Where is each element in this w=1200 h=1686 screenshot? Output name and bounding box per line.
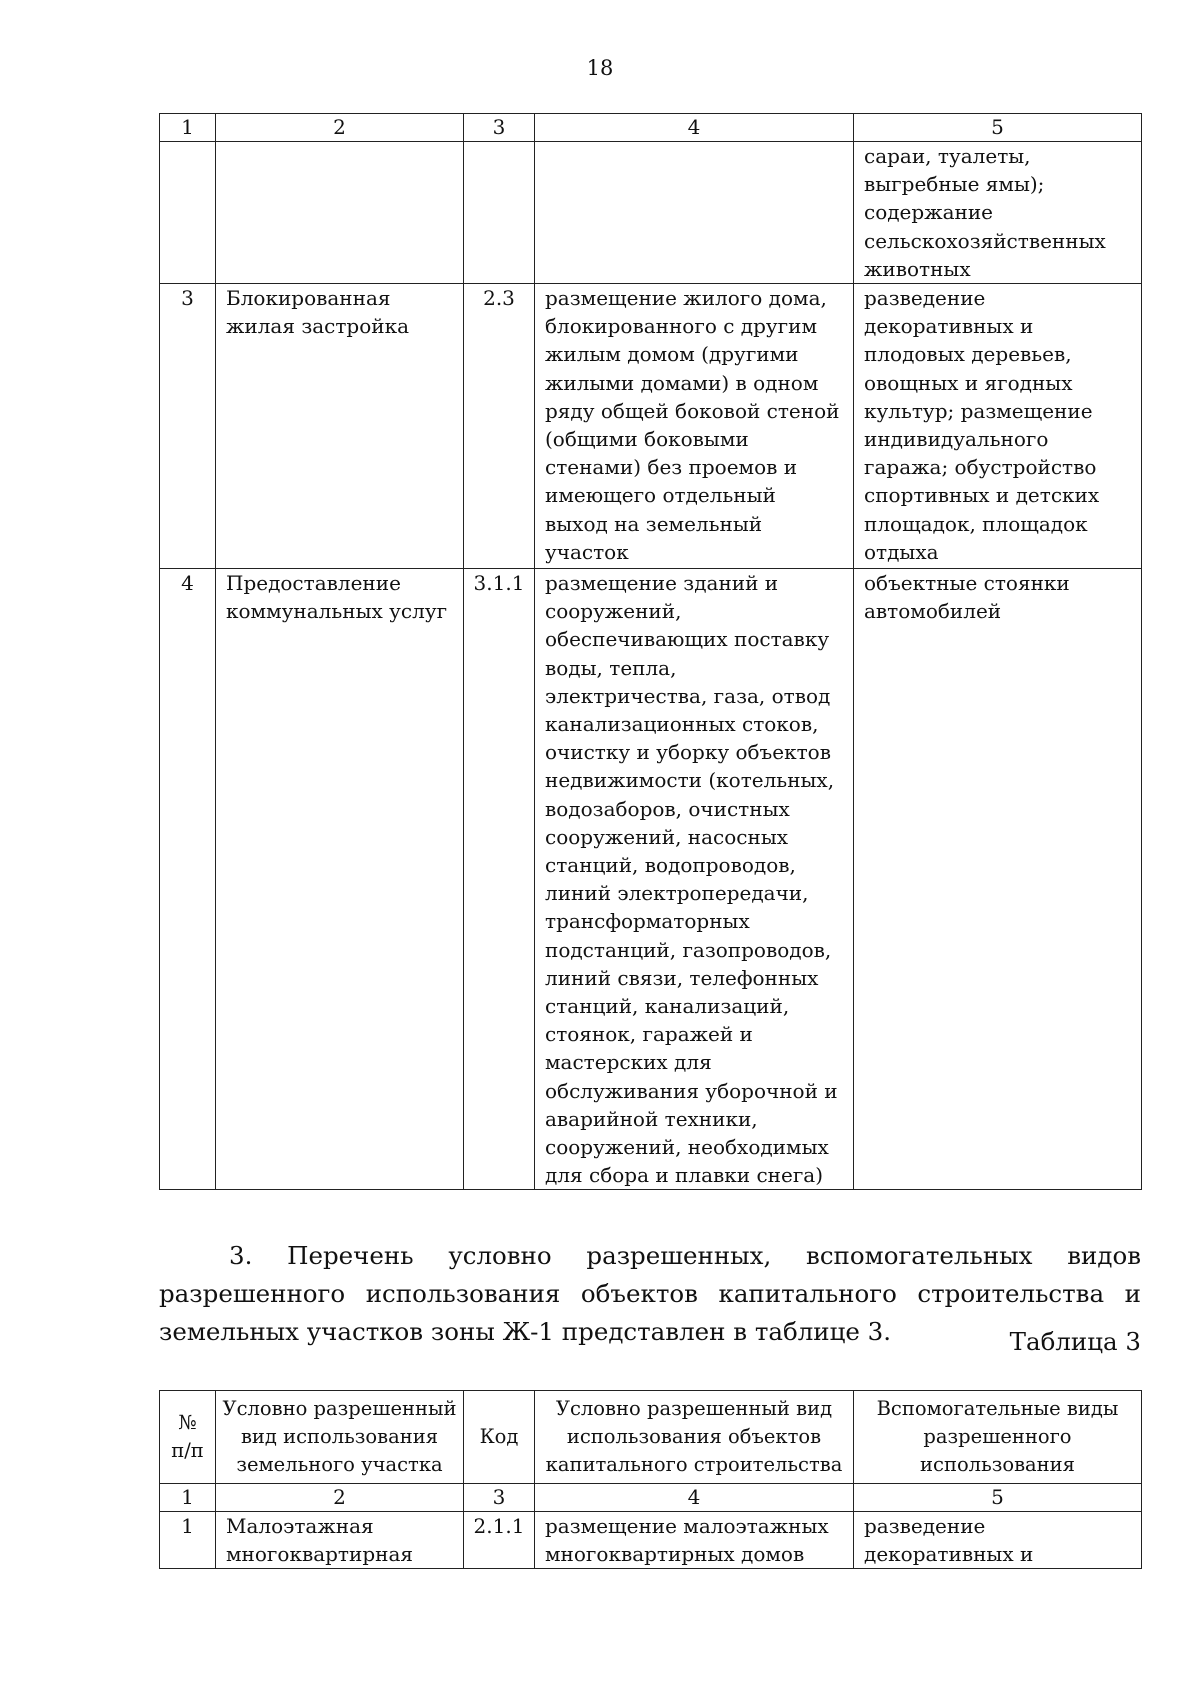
description-cell: размещение малоэтажных многоквартирных домов [535, 1512, 854, 1569]
column-number: 5 [854, 1484, 1142, 1512]
use-name-cell [216, 142, 464, 284]
land-use-table-continued [159, 113, 1142, 1190]
column-number: 1 [160, 1484, 216, 1512]
row-number-cell: 1 [160, 1512, 216, 1569]
section-paragraph: 3. Перечень условно разрешенных, вспомогательных видов разрешенного использования объектов капитального строительства и земельных участков зоны Ж-1 представлен в таблице 3. [159, 1240, 1141, 1346]
auxiliary-use-cell: объектные стоянки автомобилей [854, 569, 1142, 1190]
description-cell: размещение зданий и сооружений, обеспечивающих поставку воды, тепла, электричества, газа, отвод канализационных стоков, очистку и уборку объектов недвижимости (котельных, водозаборов, очистных сооружений, насосных станций, водопроводов, линий электропередачи, трансформаторных подстанций, газопроводов, линий связи, телефонных станций, канализаций, стоянок, гаражей и мастерских для обслуживания уборочной и аварийной техники, сооружений, необходимых для сбора и плавки снега) [535, 569, 854, 1190]
code-cell: 2.1.1 [464, 1512, 535, 1569]
use-name-cell: Блокированная жилая застройка [216, 284, 464, 569]
row-number-cell [160, 142, 216, 284]
table-row [160, 142, 1142, 284]
column-number: 1 [160, 114, 216, 142]
column-header: Код [464, 1391, 535, 1484]
column-number-row [160, 1484, 1142, 1512]
description-cell: размещение жилого дома, блокированного с другим жилым домом (другими жилыми домами) в одном ряду общей боковой стеной (общими боковыми стенами) без проемов и имеющего отдельный выход на земельный участок [535, 284, 854, 569]
use-name-cell: Малоэтажная многоквартирная [216, 1512, 464, 1569]
use-name-cell: Предоставление коммунальных услуг [216, 569, 464, 1190]
column-header: Условно разрешенный вид использования объектов капитального строительства [535, 1391, 854, 1484]
column-number: 2 [216, 114, 464, 142]
column-header: Вспомогательные виды разрешенного использования [854, 1391, 1142, 1484]
auxiliary-use-cell: разведение декоративных и плодовых деревьев, овощных и ягодных культур; размещение индивидуального гаража; обустройство спортивных и детских площадок, площадок отдыха [854, 284, 1142, 569]
conditional-use-table [159, 1390, 1142, 1569]
description-cell [535, 142, 854, 284]
column-number: 5 [854, 114, 1142, 142]
auxiliary-use-cell: разведение декоративных и [854, 1512, 1142, 1569]
table-row [160, 569, 1142, 1190]
column-number: 3 [464, 114, 535, 142]
page-number: 18 [586, 56, 614, 80]
column-header: № п/п [160, 1391, 216, 1484]
table-row [160, 284, 1142, 569]
column-number: 2 [216, 1484, 464, 1512]
row-number-cell: 4 [160, 569, 216, 1190]
column-number: 3 [464, 1484, 535, 1512]
column-number-row [160, 114, 1142, 142]
table-row [160, 1512, 1142, 1569]
column-number: 4 [535, 114, 854, 142]
row-number-cell: 3 [160, 284, 216, 569]
header-row [160, 1391, 1142, 1484]
code-cell: 3.1.1 [464, 569, 535, 1190]
auxiliary-use-cell: сараи, туалеты, выгребные ямы); содержание сельскохозяйственных животных [854, 142, 1142, 284]
column-number: 4 [535, 1484, 854, 1512]
table-caption: Таблица 3 [1009, 1327, 1141, 1356]
code-cell [464, 142, 535, 284]
code-cell: 2.3 [464, 284, 535, 569]
column-header: Условно разрешенный вид использования земельного участка [216, 1391, 464, 1484]
